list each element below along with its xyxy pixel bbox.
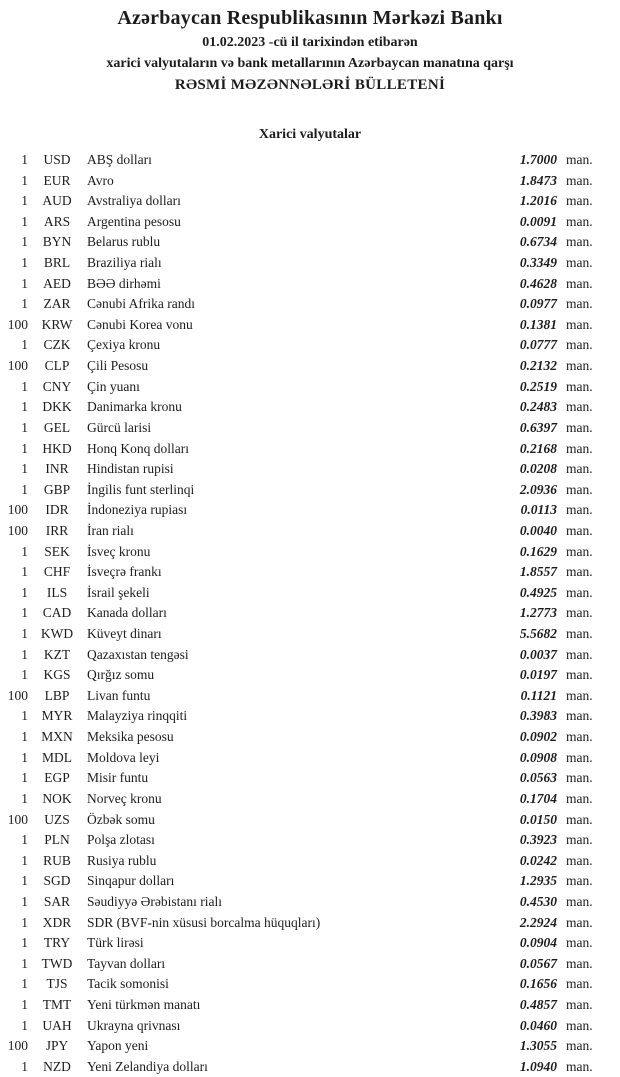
table-row <box>0 212 620 233</box>
unit-label: man. <box>566 337 593 353</box>
quantity: 1 <box>21 440 28 456</box>
currency-code: TRY <box>43 935 71 951</box>
currency-name: Cənubi Korea vonu <box>87 316 193 332</box>
quantity: 1 <box>21 461 28 477</box>
quantity: 1 <box>21 914 28 930</box>
unit-label: man. <box>566 852 593 868</box>
table-row <box>0 315 620 336</box>
table-row <box>0 521 620 542</box>
quantity: 1 <box>21 1058 28 1074</box>
rate-value: 1.0940 <box>519 1058 557 1074</box>
quantity: 1 <box>21 172 28 188</box>
currency-name: BƏƏ dirhəmi <box>87 275 161 291</box>
currency-name: Belarus rublu <box>87 234 161 250</box>
unit-label: man. <box>566 234 593 250</box>
rate-value: 0.0563 <box>519 770 557 786</box>
currency-name: ABŞ dolları <box>87 152 152 167</box>
quantity: 1 <box>21 935 28 951</box>
unit-label: man. <box>566 584 593 600</box>
quantity: 1 <box>21 832 28 848</box>
rate-value: 0.3349 <box>519 255 557 271</box>
currency-code: BRL <box>43 255 71 271</box>
rate-value: 0.0904 <box>519 935 557 951</box>
currency-code: AUD <box>42 193 72 209</box>
quantity: 1 <box>21 976 28 992</box>
unit-label: man. <box>566 914 593 930</box>
currency-name: Gürcü larisi <box>87 419 152 435</box>
currency-name: Meksika pesosu <box>87 729 174 745</box>
unit-label: man. <box>566 770 593 786</box>
rate-value: 5.5682 <box>519 626 557 642</box>
unit-label: man. <box>566 152 593 167</box>
rate-value: 0.0113 <box>520 502 557 518</box>
quantity: 1 <box>21 1017 28 1033</box>
quantity: 1 <box>21 708 28 724</box>
currency-name: Çili Pesosu <box>87 358 149 374</box>
quantity: 100 <box>7 316 28 332</box>
quantity: 1 <box>21 873 28 889</box>
table-row <box>0 459 620 480</box>
table-row <box>0 748 620 769</box>
table-row <box>0 706 620 727</box>
quantity: 1 <box>21 790 28 806</box>
currency-code: TWD <box>41 955 73 971</box>
bulletin-title: RƏSMİ MƏZƏNNƏLƏRİ BÜLLETENİ <box>174 77 446 93</box>
unit-label: man. <box>566 935 593 951</box>
currency-name: Səudiyyə Ərəbistanı rialı <box>87 893 222 909</box>
table-row <box>0 191 620 212</box>
unit-label: man. <box>566 1017 593 1033</box>
currency-name: Çin yuanı <box>87 378 140 394</box>
effective-date-line: 01.02.2023 -cü il tarixindən etibarən <box>202 35 418 50</box>
quantity: 100 <box>7 811 28 827</box>
unit-label: man. <box>566 502 593 518</box>
rate-value: 0.2132 <box>519 358 557 374</box>
rate-value: 0.2483 <box>519 399 557 415</box>
currency-name: Türk lirəsi <box>87 935 144 951</box>
rate-value: 0.4925 <box>519 584 557 600</box>
unit-label: man. <box>566 255 593 271</box>
currency-code: KGS <box>43 667 71 683</box>
quantity: 1 <box>21 646 28 662</box>
currency-name: Avstraliya dolları <box>87 193 181 209</box>
table-row <box>0 562 620 583</box>
rate-value: 0.1704 <box>519 790 557 806</box>
currency-code: XDR <box>42 914 72 930</box>
table-row <box>0 480 620 501</box>
currency-code: TJS <box>46 976 68 992</box>
unit-label: man. <box>566 440 593 456</box>
unit-label: man. <box>566 729 593 745</box>
rate-value: 0.1121 <box>520 687 557 703</box>
currency-code: CAD <box>42 605 72 621</box>
quantity: 1 <box>21 234 28 250</box>
table-row <box>0 624 620 645</box>
unit-label: man. <box>566 749 593 765</box>
quantity: 1 <box>21 955 28 971</box>
currency-code: IRR <box>45 522 69 538</box>
currency-name: Rusiya rublu <box>87 852 157 868</box>
currency-name: Honq Konq dolları <box>87 440 189 456</box>
section-title-foreign-currencies: Xarici valyutalar <box>258 127 362 142</box>
rate-value: 0.1629 <box>519 543 557 559</box>
table-row <box>0 335 620 356</box>
currency-code: BYN <box>42 234 72 250</box>
quantity: 1 <box>21 378 28 394</box>
currency-name: Cənubi Afrika randı <box>87 296 195 312</box>
rate-value: 0.0208 <box>519 461 557 477</box>
rate-value: 0.6734 <box>519 234 557 250</box>
quantity: 1 <box>21 255 28 271</box>
quantity: 1 <box>21 564 28 580</box>
currency-code: GBP <box>43 481 71 497</box>
rate-value: 0.1656 <box>519 976 557 992</box>
unit-label: man. <box>566 193 593 209</box>
table-row <box>0 995 620 1016</box>
unit-label: man. <box>566 399 593 415</box>
table-row <box>0 954 620 975</box>
currency-code: CLP <box>44 358 70 374</box>
unit-label: man. <box>566 358 593 374</box>
unit-label: man. <box>566 832 593 848</box>
currency-name: İran rialı <box>87 522 134 538</box>
currency-name: Kanada dolları <box>87 605 167 621</box>
rate-value: 0.4628 <box>519 275 557 291</box>
table-row <box>0 500 620 521</box>
subtitle-line: xarici valyutaların və bank metallarının Azərbaycan manatına qarşı <box>106 56 514 71</box>
currency-code: CZK <box>43 337 71 353</box>
table-row <box>0 727 620 748</box>
currency-name: Özbək somu <box>87 811 155 827</box>
unit-label: man. <box>566 1038 593 1054</box>
table-row <box>0 933 620 954</box>
currency-name: Braziliya rialı <box>87 255 162 271</box>
unit-label: man. <box>566 1058 593 1074</box>
quantity: 100 <box>7 1038 28 1054</box>
quantity: 100 <box>7 522 28 538</box>
table-row <box>0 810 620 831</box>
rate-value: 0.0908 <box>519 749 557 765</box>
unit-label: man. <box>566 296 593 312</box>
table-row <box>0 1057 620 1077</box>
currency-name: İsveç kronu <box>87 543 151 559</box>
rate-value: 0.0567 <box>519 955 557 971</box>
currency-name: Livan funtu <box>87 687 151 703</box>
rate-value: 0.0150 <box>519 811 557 827</box>
rate-value: 1.2773 <box>519 605 557 621</box>
rate-value: 0.1381 <box>519 316 557 332</box>
unit-label: man. <box>566 955 593 971</box>
quantity: 1 <box>21 193 28 209</box>
table-row <box>0 686 620 707</box>
rate-value: 0.0977 <box>519 296 557 312</box>
currency-code: JPY <box>45 1038 69 1054</box>
rate-value: 2.0936 <box>519 481 557 497</box>
rates-table <box>0 150 620 1077</box>
unit-label: man. <box>566 564 593 580</box>
document-header <box>0 5 620 96</box>
currency-name: İsrail şekeli <box>87 584 150 600</box>
table-row <box>0 439 620 460</box>
currency-code: PLN <box>44 832 70 848</box>
currency-code: EUR <box>43 172 71 188</box>
currency-code: AED <box>43 275 71 291</box>
quantity: 1 <box>21 626 28 642</box>
rate-value: 0.4530 <box>519 893 557 909</box>
table-row <box>0 603 620 624</box>
quantity: 100 <box>7 687 28 703</box>
currency-code: SAR <box>43 893 71 909</box>
currency-code: RUB <box>43 852 71 868</box>
currency-name: Sinqapur dolları <box>87 873 175 889</box>
currency-name: Ukrayna qrivnası <box>87 1017 181 1033</box>
currency-name: Yapon yeni <box>87 1038 149 1054</box>
currency-name: Polşa zlotası <box>87 832 155 848</box>
table-row <box>0 913 620 934</box>
quantity: 1 <box>21 481 28 497</box>
unit-label: man. <box>566 275 593 291</box>
currency-name: Malayziya rinqqiti <box>87 708 188 724</box>
table-row <box>0 150 620 171</box>
quantity: 1 <box>21 605 28 621</box>
quantity: 1 <box>21 852 28 868</box>
unit-label: man. <box>566 172 593 188</box>
currency-name: Norveç kronu <box>87 790 162 806</box>
currency-name: Avro <box>87 172 114 188</box>
table-row <box>0 851 620 872</box>
table-row <box>0 171 620 192</box>
currency-code: EGP <box>44 770 70 786</box>
rate-value: 0.0197 <box>519 667 557 683</box>
currency-name: Misir funtu <box>87 770 149 786</box>
rate-value: 0.0242 <box>519 852 557 868</box>
table-row <box>0 1016 620 1037</box>
quantity: 1 <box>21 275 28 291</box>
rate-value: 0.4857 <box>519 996 557 1012</box>
table-row <box>0 542 620 563</box>
currency-code: ILS <box>46 584 68 600</box>
quantity: 100 <box>7 358 28 374</box>
currency-code: KRW <box>41 316 73 332</box>
currency-code: DKK <box>42 399 72 415</box>
table-row <box>0 789 620 810</box>
quantity: 1 <box>21 729 28 745</box>
currency-name: Danimarka kronu <box>87 399 182 415</box>
rate-value: 0.0091 <box>519 213 557 229</box>
rate-value: 0.0902 <box>519 729 557 745</box>
currency-name: Yeni Zelandiya dolları <box>87 1058 208 1074</box>
rate-value: 1.2016 <box>519 193 557 209</box>
currency-name: İndoneziya rupiası <box>87 502 188 518</box>
unit-label: man. <box>566 996 593 1012</box>
quantity: 1 <box>21 749 28 765</box>
unit-label: man. <box>566 811 593 827</box>
rate-value: 1.8557 <box>519 564 557 580</box>
currency-name: Hindistan rupisi <box>87 461 174 477</box>
table-row <box>0 871 620 892</box>
table-row <box>0 253 620 274</box>
quantity: 1 <box>21 213 28 229</box>
currency-code: HKD <box>42 440 72 456</box>
unit-label: man. <box>566 378 593 394</box>
currency-code: SEK <box>44 543 70 559</box>
unit-label: man. <box>566 667 593 683</box>
unit-label: man. <box>566 522 593 538</box>
rate-value: 0.2168 <box>519 440 557 456</box>
unit-label: man. <box>566 419 593 435</box>
currency-code: LBP <box>44 687 70 703</box>
currency-code: KWD <box>40 626 74 642</box>
table-row <box>0 356 620 377</box>
table-row <box>0 377 620 398</box>
table-row <box>0 232 620 253</box>
rate-value: 0.0460 <box>519 1017 557 1033</box>
table-row <box>0 974 620 995</box>
rate-value: 2.2924 <box>519 914 557 930</box>
currency-code: MXN <box>41 729 73 745</box>
rate-value: 0.0037 <box>519 646 557 662</box>
currency-name: Argentina pesosu <box>87 213 181 229</box>
currency-name: Yeni türkmən manatı <box>87 996 201 1012</box>
currency-name: Tacik somonisi <box>87 976 169 992</box>
table-row <box>0 294 620 315</box>
rate-value: 0.0040 <box>519 522 557 538</box>
unit-label: man. <box>566 646 593 662</box>
rate-value: 1.3055 <box>519 1038 557 1054</box>
table-row <box>0 274 620 295</box>
unit-label: man. <box>566 461 593 477</box>
quantity: 1 <box>21 296 28 312</box>
rate-value: 0.0777 <box>519 337 557 353</box>
currency-name: İsveçrə frankı <box>87 564 162 580</box>
quantity: 1 <box>21 399 28 415</box>
currency-code: MYR <box>41 708 73 724</box>
unit-label: man. <box>566 316 593 332</box>
unit-label: man. <box>566 873 593 889</box>
currency-code: NZD <box>43 1058 71 1074</box>
quantity: 1 <box>21 996 28 1012</box>
currency-code: UZS <box>44 811 70 827</box>
currency-name: İngilis funt sterlinqi <box>87 481 195 497</box>
currency-code: ARS <box>43 213 71 229</box>
rate-value: 0.3923 <box>519 832 557 848</box>
unit-label: man. <box>566 708 593 724</box>
table-row <box>0 892 620 913</box>
unit-label: man. <box>566 790 593 806</box>
unit-label: man. <box>566 543 593 559</box>
currency-name: Küveyt dinarı <box>87 626 162 642</box>
quantity: 1 <box>21 543 28 559</box>
unit-label: man. <box>566 213 593 229</box>
unit-label: man. <box>566 626 593 642</box>
rate-value: 0.6397 <box>519 419 557 435</box>
currency-code: ZAR <box>43 296 71 312</box>
currency-name: SDR (BVF-nin xüsusi borcalma hüquqları) <box>87 914 321 930</box>
bank-title: Azərbaycan Respublikasının Mərkəzi Bankı <box>117 7 503 29</box>
quantity: 1 <box>21 152 28 167</box>
currency-code: SGD <box>43 873 71 889</box>
rate-value: 1.8473 <box>519 172 557 188</box>
rate-value: 0.3983 <box>519 708 557 724</box>
rate-value: 0.2519 <box>519 378 557 394</box>
currency-code: CNY <box>42 378 72 394</box>
rate-value: 1.2935 <box>519 873 557 889</box>
table-row <box>0 1036 620 1057</box>
table-row <box>0 665 620 686</box>
quantity: 1 <box>21 667 28 683</box>
currency-name: Qazaxıstan tengəsi <box>87 646 189 662</box>
currency-code: MDL <box>42 749 72 765</box>
quantity: 1 <box>21 584 28 600</box>
unit-label: man. <box>566 481 593 497</box>
currency-code: INR <box>45 461 69 477</box>
table-row <box>0 830 620 851</box>
table-row <box>0 418 620 439</box>
currency-name: Moldova leyi <box>87 749 160 765</box>
table-row <box>0 645 620 666</box>
currency-code: TMT <box>42 996 72 1012</box>
currency-code: UAH <box>42 1017 72 1033</box>
unit-label: man. <box>566 893 593 909</box>
currency-code: NOK <box>42 790 72 806</box>
currency-code: IDR <box>45 502 69 518</box>
table-row <box>0 397 620 418</box>
table-row <box>0 583 620 604</box>
currency-code: GEL <box>43 419 71 435</box>
currency-name: Tayvan dolları <box>87 955 166 971</box>
table-row <box>0 768 620 789</box>
unit-label: man. <box>566 605 593 621</box>
unit-label: man. <box>566 976 593 992</box>
rate-value: 1.7000 <box>519 152 557 167</box>
quantity: 1 <box>21 337 28 353</box>
unit-label: man. <box>566 687 593 703</box>
quantity: 1 <box>21 893 28 909</box>
quantity: 100 <box>7 502 28 518</box>
currency-name: Qırğız somu <box>87 667 155 683</box>
currency-name: Çexiya kronu <box>87 337 161 353</box>
currency-code: USD <box>43 152 71 167</box>
currency-code: KZT <box>43 646 71 662</box>
quantity: 1 <box>21 419 28 435</box>
currency-code: CHF <box>43 564 71 580</box>
quantity: 1 <box>21 770 28 786</box>
